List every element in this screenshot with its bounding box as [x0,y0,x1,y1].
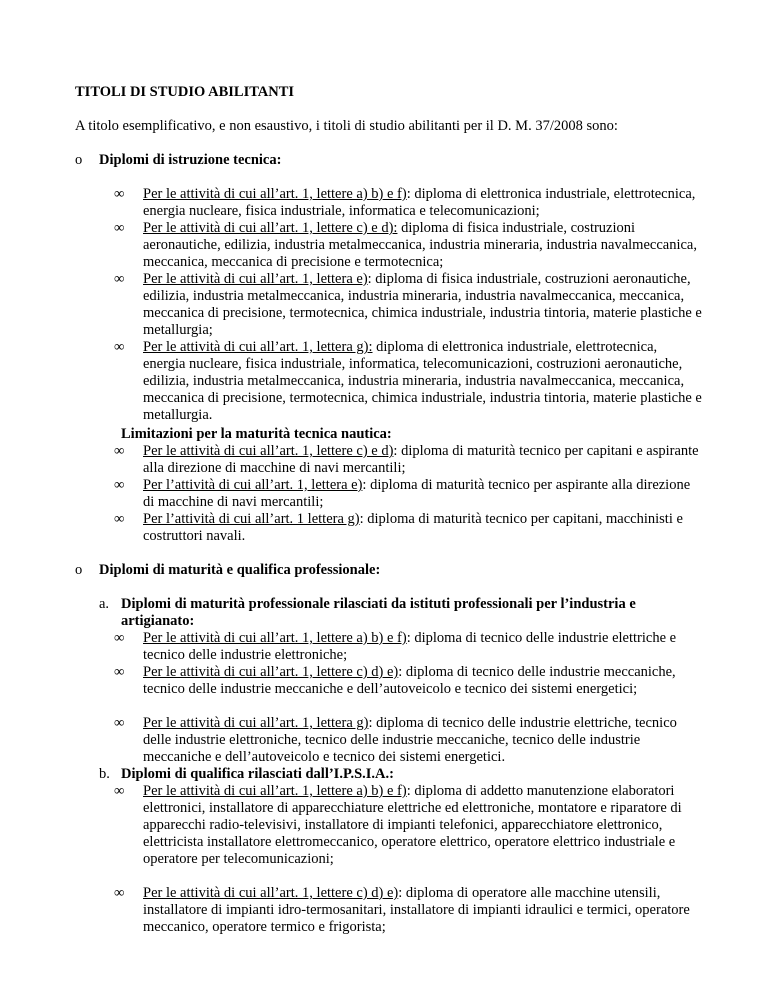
bullet-icon: ∞ [114,885,125,901]
list-item: Per le attività di cui all’art. 1, lettere a) b) e f): diploma di tecnico delle industrie elettriche e tecnico delle industrie elettroniche; [143,630,677,663]
list-item: Per le attività di cui all’art. 1, lettere a) b) e f): diploma di elettronica industriale, elettrotecnica, energia nucleare, fisica industriale, informatica e telecomunicazioni; [143,186,696,219]
list-item: Per le attività di cui all’art. 1, lettere c) d) e): diploma di tecnico delle industrie meccaniche, tecnico delle industrie meccaniche e dell’autoveicolo e tecnico dei sistemi energetici; [143,664,676,697]
circle-bullet-icon: o [75,152,83,168]
list-item: Per le attività di cui all’art. 1, lettera e): diploma di fisica industriale, costruzioni aeronautiche, edilizia, industria metalmeccanica, industria mineraria, industria navalmeccanica, meccanica, meccanica di precisione, termotecnica, chimica industriale, industria tintoria, materie plastiche e metallurgia; [143,271,702,338]
bullet-icon: ∞ [114,443,125,459]
list-item: Per l’attività di cui all’art. 1 lettera g): diploma di maturità tecnico per capitani, macchinisti e costruttori navali. [143,511,683,544]
list-item: Per le attività di cui all’art. 1, lettere c) d) e): diploma di operatore alle macchine utensili, installatore di impianti idro-termosanitari, installatore di impianti idraulici e termici, operatore meccanico, operatore termico e frigorista; [143,885,690,935]
section-2-heading: Diplomi di maturità e qualifica professionale: [99,562,381,578]
subsection-a-heading: Diplomi di maturità professionale rilasciati da istituti professionali per l’industria e artigianato: [121,596,636,629]
list-letter-b: b. [99,766,110,782]
page-title: TITOLI DI STUDIO ABILITANTI [75,84,295,100]
bullet-icon: ∞ [114,339,125,355]
list-item: Per le attività di cui all’art. 1, lettere c) e d): diploma di fisica industriale, costruzioni aeronautiche, edilizia, industria metalmeccanica, industria mineraria, industria navalmeccanica, meccanica, meccanica di precisione e termotecnica; [143,220,697,270]
list-item: Per l’attività di cui all’art. 1, lettera e): diploma di maturità tecnico per aspirante alla direzione di macchine di navi mercantili; [143,477,691,510]
list-item: Per le attività di cui all’art. 1, lettera g): diploma di tecnico delle industrie elettriche, tecnico delle industrie elettroniche, tecnico delle industrie meccaniche, tecnico delle industrie meccaniche e dell’autoveicolo e tecnico dei sistemi energetici. [143,715,677,765]
section-1-heading: Diplomi di istruzione tecnica: [99,152,282,168]
bullet-icon: ∞ [114,186,125,202]
bullet-icon: ∞ [114,664,125,680]
list-item: Per le attività di cui all’art. 1, lettere c) e d): diploma di maturità tecnico per capitani e aspirante alla direzione di macchine di navi mercantili; [143,443,699,476]
list-item: Per le attività di cui all’art. 1, lettera g): diploma di elettronica industriale, elettrotecnica, energia nucleare, fisica industriale, informatica, telecomunicazioni, costruzioni aeronautiche, edilizia, industria metalmeccanica, industria mineraria, industria navalmeccanica, meccanica, meccanica di precisione, termotecnica, chimica industriale, industria tintoria, materie plastiche e metallurgia. [143,339,702,423]
bullet-icon: ∞ [114,477,125,493]
bullet-icon: ∞ [114,630,125,646]
limits-heading: Limitazioni per la maturità tecnica nautica: [121,426,392,442]
circle-bullet-icon: o [75,562,83,578]
bullet-icon: ∞ [114,715,125,731]
bullet-icon: ∞ [114,220,125,236]
list-item: Per le attività di cui all’art. 1, lettere a) b) e f): diploma di addetto manutenzione elaboratori elettronici, installatore di apparecchiature elettriche ed elettroniche, montatore e riparatore di apparecchi radio-televisivi, installatore di impianti telefonici, apparecchiatore elettronico, elettricista installatore elettromeccanico, operatore elettrico, operatore elettrico industriale e operatore per telecomunicazioni; [143,783,682,867]
subsection-b-heading: Diplomi di qualifica rilasciati dall’I.P.S.I.A.: [121,766,394,782]
bullet-icon: ∞ [114,511,125,527]
intro-paragraph: A titolo esemplificativo, e non esaustivo, i titoli di studio abilitanti per il D. M. 37/2008 sono: [75,118,618,134]
bullet-icon: ∞ [114,783,125,799]
bullet-icon: ∞ [114,271,125,287]
list-letter-a: a. [99,596,110,612]
